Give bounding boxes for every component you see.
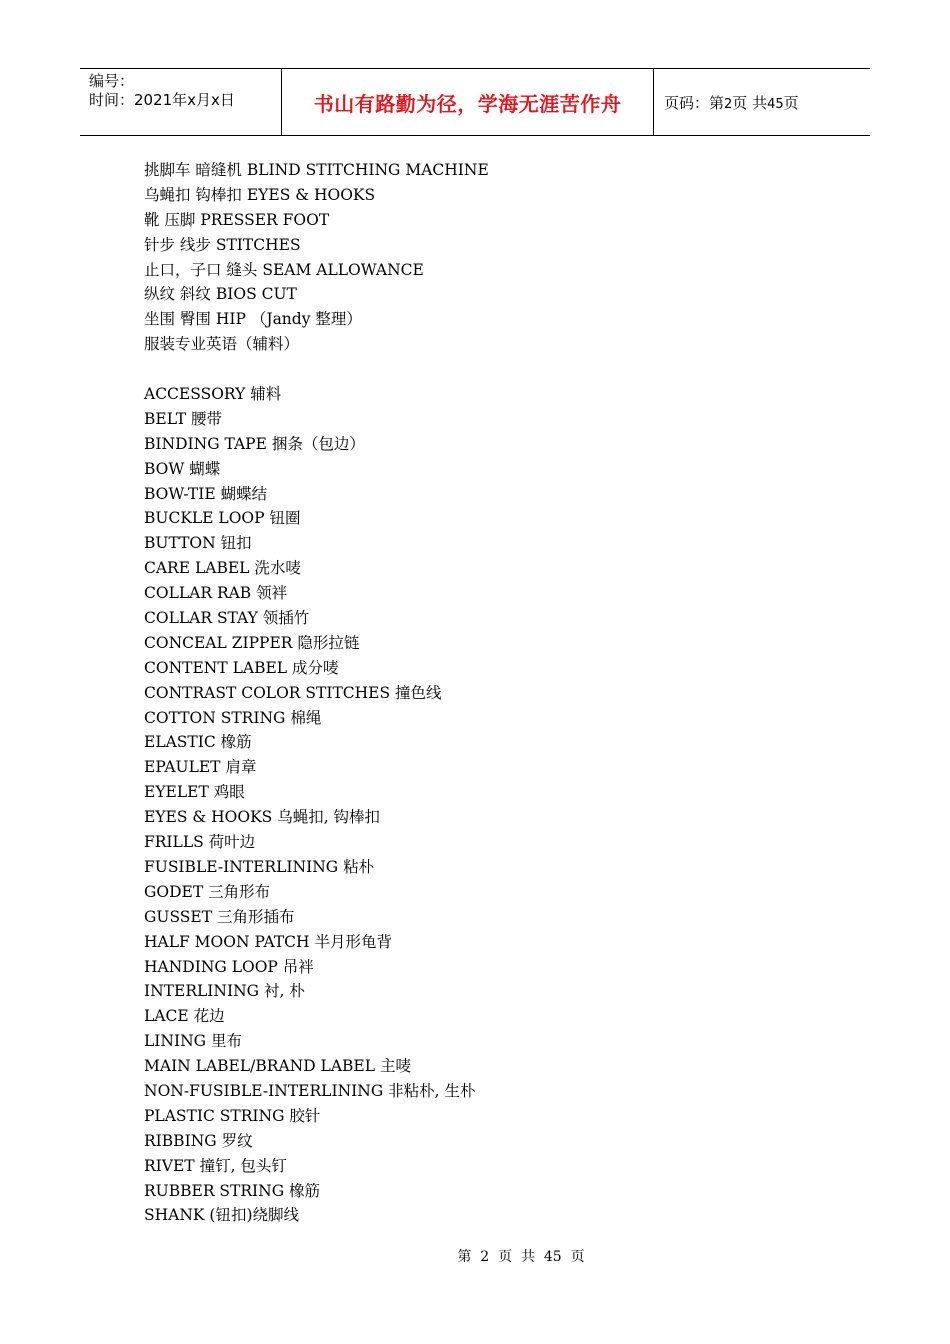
glossary-line: GUSSET 三角形插布 <box>144 907 295 926</box>
glossary-line: 挑脚车 暗缝机 BLIND STITCHING MACHINE <box>144 161 489 179</box>
page-header <box>80 68 870 136</box>
header-page-cell <box>654 69 870 135</box>
glossary-line: BOW-TIE 蝴蝶结 <box>144 484 268 503</box>
glossary-line: EYELET 鸡眼 <box>144 783 245 802</box>
glossary-line: GODET 三角形布 <box>144 882 271 901</box>
header-motto-cell <box>281 69 654 135</box>
document-date-label: 时间：2021年x月x日 <box>89 91 235 109</box>
glossary-line: BUCKLE LOOP 钮圈 <box>144 509 301 528</box>
glossary-line: HANDING LOOP 吊袢 <box>144 957 314 976</box>
glossary-line: 乌蝇扣 钩棒扣 EYES & HOOKS <box>144 185 376 204</box>
glossary-line: CONTRAST COLOR STITCHES 撞色线 <box>144 683 442 702</box>
glossary-line: HALF MOON PATCH 半月形龟背 <box>144 932 392 951</box>
page-label-suffix: 页 <box>783 93 799 112</box>
glossary-line: EYES & HOOKS 乌蝇扣, 钩棒扣 <box>144 808 381 827</box>
glossary-line: 靴 压脚 PRESSER FOOT <box>144 210 330 229</box>
glossary-line: FUSIBLE-INTERLINING 粘朴 <box>144 857 375 876</box>
glossary-line: 纵纹 斜纹 BIOS CUT <box>144 285 297 304</box>
page-footer: 第 2 页 共 45 页 <box>457 1249 585 1265</box>
glossary-line: BINDING TAPE 捆条（包边） <box>144 434 365 453</box>
blank-line <box>144 357 844 382</box>
section-heading: 服装专业英语（辅料） <box>144 335 300 354</box>
header-page-indicator <box>664 92 799 113</box>
glossary-line: ELASTIC 橡筋 <box>144 733 252 752</box>
glossary-line: CONTENT LABEL 成分唛 <box>144 658 339 677</box>
glossary-line: NON-FUSIBLE-INTERLINING 非粘朴, 生朴 <box>144 1081 476 1100</box>
glossary-line: FRILLS 荷叶边 <box>144 833 256 852</box>
glossary-line: BOW 蝴蝶 <box>144 459 221 478</box>
glossary-line: MAIN LABEL/BRAND LABEL 主唛 <box>144 1057 411 1076</box>
glossary-line: EPAULET 肩章 <box>144 758 257 777</box>
page-label-prefix: 页码：第 <box>664 93 725 112</box>
glossary-line: LACE 花边 <box>144 1007 225 1026</box>
glossary-line: 坐围 臀围 HIP （Jandy 整理） <box>144 310 362 329</box>
header-motto: 书山有路勤为径，学海无涯苦作舟 <box>313 91 622 116</box>
glossary-line: BUTTON 钮扣 <box>144 534 252 553</box>
page-current-number: 2 <box>724 96 733 112</box>
glossary-line: COLLAR STAY 领插竹 <box>144 609 310 628</box>
glossary-line: INTERLINING 衬, 朴 <box>144 982 305 1001</box>
glossary-line: SHANK (钮扣)绕脚线 <box>144 1206 299 1225</box>
glossary-line: CARE LABEL 洗水唛 <box>144 559 301 578</box>
glossary-line: ACCESSORY 辅料 <box>144 385 282 404</box>
glossary-line: COLLAR RAB 领袢 <box>144 584 288 603</box>
glossary-line: BELT 腰带 <box>144 409 222 428</box>
document-number-label: 编号： <box>89 72 135 90</box>
glossary-line: 止口，子口 缝头 SEAM ALLOWANCE <box>144 260 424 279</box>
glossary-line: RIBBING 罗纹 <box>144 1131 253 1150</box>
glossary-line: RUBBER STRING 橡筋 <box>144 1181 321 1200</box>
glossary-content <box>144 158 844 1228</box>
glossary-line: PLASTIC STRING 胶针 <box>144 1106 321 1125</box>
glossary-line: RIVET 撞钉, 包头钉 <box>144 1156 287 1175</box>
glossary-line: COTTON STRING 棉绳 <box>144 708 322 727</box>
header-meta-cell <box>80 69 281 135</box>
glossary-line: CONCEAL ZIPPER 隐形拉链 <box>144 633 360 652</box>
glossary-line: 针步 线步 STITCHES <box>144 235 301 254</box>
glossary-line: LINING 里布 <box>144 1032 242 1051</box>
page-total-number: 45 <box>767 96 784 112</box>
page-label-middle: 页 共 <box>732 93 768 112</box>
